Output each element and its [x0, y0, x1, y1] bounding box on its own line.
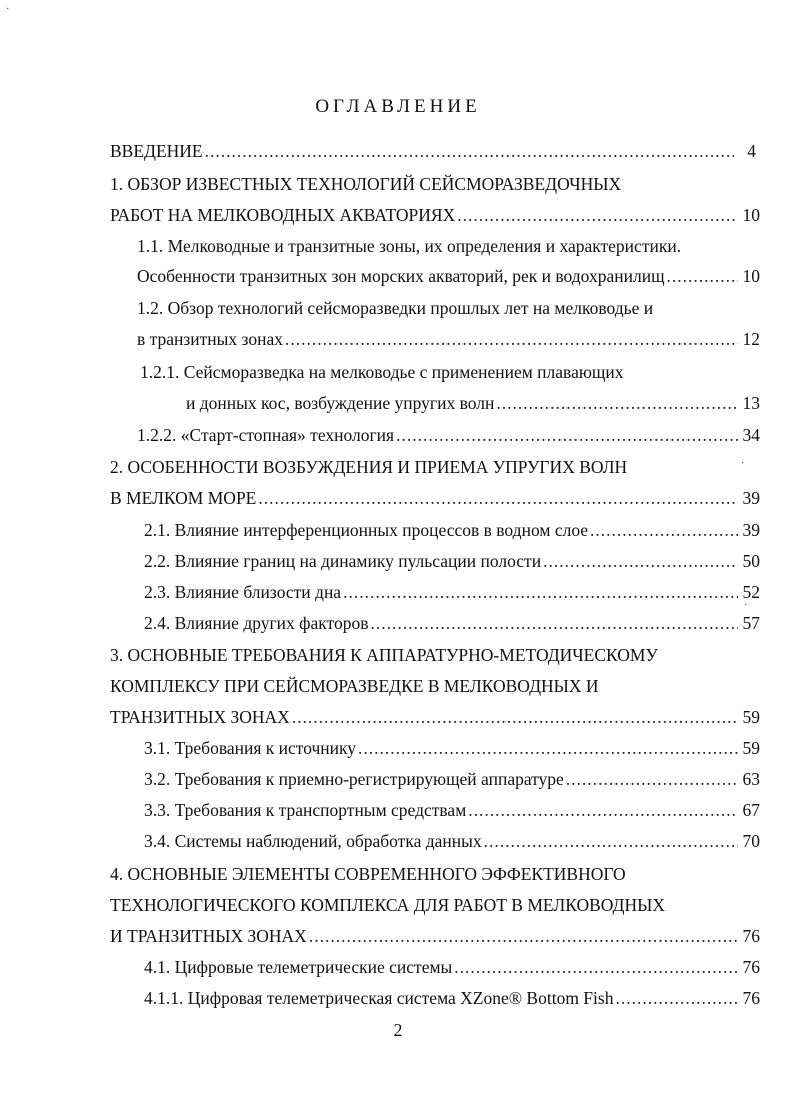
toc-entry-text: РАБОТ НА МЕЛКОВОДНЫХ АКВАТОРИЯХ	[110, 205, 456, 225]
toc-entry-1-2-2[interactable]	[137, 423, 760, 447]
toc-page-number: 10	[742, 205, 760, 225]
toc-entry-4-1-1[interactable]	[144, 986, 760, 1010]
page-title: ОГЛАВЛЕНИЕ	[315, 96, 481, 117]
scan-speck: ·	[744, 600, 748, 611]
toc-page-number: 39	[742, 488, 760, 508]
toc-entry-introduction[interactable]	[110, 139, 756, 163]
toc-entry-text: И ТРАНЗИТНЫХ ЗОНАХ	[110, 926, 307, 946]
toc-page-number: 63	[742, 769, 760, 789]
toc-page-number: 57	[742, 613, 760, 633]
toc-entry-1-2-line-1[interactable]: 1.2. Обзор технологий сейсморазведки прошлых лет на мелководье и	[137, 298, 654, 318]
toc-entry-3-1[interactable]	[144, 736, 760, 760]
toc-entry-text: 2.1. Влияние интерференционных процессов в водном слое	[144, 520, 589, 540]
toc-entry-text: ВВЕДЕНИЕ	[110, 141, 203, 161]
toc-entry-chapter-3[interactable]	[110, 705, 760, 729]
dot-leader	[358, 736, 738, 760]
toc-entry-3-3[interactable]	[144, 798, 760, 822]
dot-leader	[468, 798, 738, 822]
toc-page-number: 10	[742, 266, 760, 286]
dot-leader	[484, 829, 738, 853]
dot-leader	[370, 611, 738, 635]
dot-leader	[496, 391, 738, 415]
dot-leader	[615, 986, 738, 1010]
toc-entry-chapter-3-line-1[interactable]: 3. ОСНОВНЫЕ ТРЕБОВАНИЯ К АППАРАТУРНО-МЕТОДИЧЕСКОМУ	[110, 645, 658, 665]
toc-entry-text: 2.3. Влияние близости дна	[144, 582, 342, 602]
dot-leader	[667, 264, 738, 288]
toc-entry-text: ТРАНЗИТНЫХ ЗОНАХ	[110, 707, 290, 727]
toc-entry-text: Особенности транзитных зон морских акваторий, рек и водохранилищ	[137, 266, 665, 286]
toc-page-number: 39	[742, 520, 760, 540]
dot-leader	[590, 518, 738, 542]
toc-entry-chapter-1[interactable]	[110, 203, 760, 227]
dot-leader	[454, 955, 738, 979]
toc-entry-text: 3.3. Требования к транспортным средствам	[144, 800, 467, 820]
toc-page-number: 12	[742, 329, 760, 349]
toc-page-number: 67	[742, 800, 760, 820]
toc-page-number: 76	[742, 957, 760, 977]
toc-entry-1-1-line-1[interactable]: 1.1. Мелководные и транзитные зоны, их определения и характеристики.	[137, 236, 682, 256]
toc-entry-4-1[interactable]	[144, 955, 760, 979]
scan-speck: ·	[6, 4, 10, 15]
toc-page-number: 76	[742, 988, 760, 1008]
toc-entry-chapter-2-line-1[interactable]: 2. ОСОБЕННОСТИ ВОЗБУЖДЕНИЯ И ПРИЕМА УПРУГИХ ВОЛН	[110, 457, 628, 477]
toc-entry-2-1[interactable]	[144, 518, 760, 542]
toc-entry-text: 3.4. Системы наблюдений, обработка данных	[144, 831, 482, 851]
toc-entry-1-2-1[interactable]	[186, 391, 760, 415]
toc-page-number: 13	[742, 393, 760, 413]
dot-leader	[205, 139, 734, 163]
dot-leader	[566, 767, 738, 791]
toc-entry-text: 2.4. Влияние других факторов	[144, 613, 369, 633]
toc-page-number: 50	[742, 551, 760, 571]
toc-entry-1-2-1-line-1[interactable]: 1.2.1. Сейсморазведка на мелководье с применением плавающих	[140, 362, 624, 382]
toc-entry-2-4[interactable]	[144, 611, 760, 635]
toc-page-number: 59	[742, 738, 760, 758]
toc-entry-text: 3.2. Требования к приемно-регистрирующей аппаратуре	[144, 769, 564, 789]
dot-leader	[285, 327, 738, 351]
dot-leader	[396, 423, 738, 447]
dot-leader	[292, 705, 738, 729]
page-number: 2	[393, 1020, 403, 1040]
toc-entry-chapter-3-line-2[interactable]: КОМПЛЕКСУ ПРИ СЕЙСМОРАЗВЕДКЕ В МЕЛКОВОДНЫХ И	[110, 676, 599, 696]
toc-entry-chapter-1-line-1[interactable]: 1. ОБЗОР ИЗВЕСТНЫХ ТЕХНОЛОГИЙ СЕЙСМОРАЗВЕДОЧНЫХ	[110, 174, 622, 194]
dot-leader	[343, 580, 738, 604]
toc-page-number: 34	[742, 425, 760, 445]
toc-entry-chapter-4-line-2[interactable]: ТЕХНОЛОГИЧЕСКОГО КОМПЛЕКСА ДЛЯ РАБОТ В МЕЛКОВОДНЫХ	[110, 895, 666, 915]
dot-leader	[309, 924, 738, 948]
toc-page-number: 52	[742, 582, 760, 602]
toc-entry-2-3[interactable]	[144, 580, 760, 604]
dot-leader	[258, 486, 738, 510]
toc-page-number: 59	[742, 707, 760, 727]
toc-entry-2-2[interactable]	[144, 549, 760, 573]
toc-entry-text: В МЕЛКОМ МОРЕ	[110, 488, 257, 508]
toc-entry-text: в транзитных зонах	[137, 329, 283, 349]
toc-entry-1-1[interactable]	[137, 264, 760, 288]
toc-entry-3-2[interactable]	[144, 767, 760, 791]
toc-entry-text: и донных кос, возбуждение упругих волн	[186, 393, 495, 413]
toc-page-number: 70	[742, 831, 760, 851]
toc-entry-text: 4.1.1. Цифровая телеметрическая система XZone® Bottom Fish	[144, 988, 614, 1008]
toc-entry-3-4[interactable]	[144, 829, 760, 853]
toc-entry-text: 4.1. Цифровые телеметрические системы	[144, 957, 453, 977]
toc-entry-chapter-4-line-1[interactable]: 4. ОСНОВНЫЕ ЭЛЕМЕНТЫ СОВРЕМЕННОГО ЭФФЕКТИВНОГО	[110, 864, 626, 884]
toc-page-number: 76	[742, 926, 760, 946]
toc-entry-text: 2.2. Влияние границ на динамику пульсации полости	[144, 551, 542, 571]
toc-entry-text: 3.1. Требования к источнику	[144, 738, 357, 758]
scan-speck: ·	[741, 458, 745, 469]
toc-entry-chapter-4[interactable]	[110, 924, 760, 948]
toc-page-number: 4	[747, 141, 756, 161]
toc-entry-text: 1.2.2. «Старт-стопная» технология	[137, 425, 395, 445]
dot-leader	[457, 203, 738, 227]
dot-leader	[543, 549, 738, 573]
toc-entry-chapter-2[interactable]	[110, 486, 760, 510]
toc-entry-1-2[interactable]	[137, 327, 760, 351]
